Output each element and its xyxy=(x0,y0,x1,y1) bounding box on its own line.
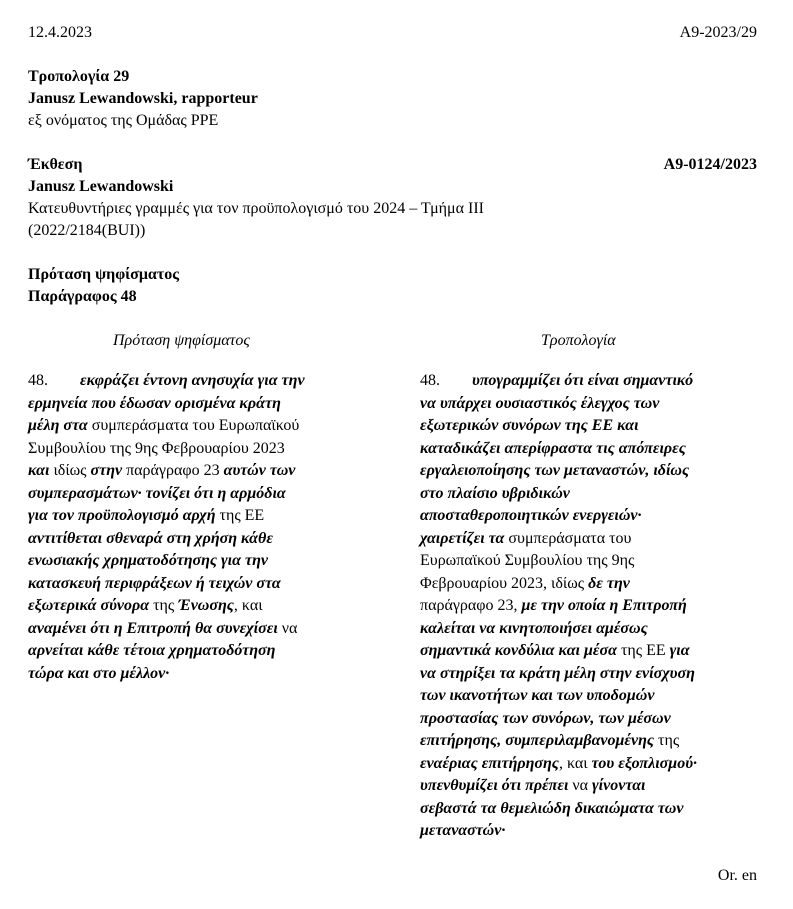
amended-text-segment: με την οποία η Επιτροπή xyxy=(521,597,687,614)
amended-text-segment: για xyxy=(669,642,690,659)
text-line xyxy=(420,438,697,461)
amendment-group: εξ ονόματος της Ομάδας PPE xyxy=(28,112,219,129)
text-line xyxy=(420,775,697,798)
report-subject: Κατευθυντήριες γραμμές για τον προϋπολογισμό του 2024 – Τμήμα ΙΙΙ xyxy=(28,200,484,217)
text-line xyxy=(420,798,697,821)
paragraph-number: 48. xyxy=(420,372,440,389)
text-line xyxy=(28,618,305,641)
report-author: Janusz Lewandowski xyxy=(28,178,174,195)
text-segment: Φεβρουαρίου 2023, ιδίως xyxy=(420,574,589,592)
amended-text-segment: καλείται να κινητοποιήσει αμέσως xyxy=(420,619,648,637)
amended-text-segment: στο πλαίσιο υβριδικών xyxy=(420,484,570,502)
text-segment: να xyxy=(568,777,593,794)
text-line xyxy=(420,528,697,551)
text-segment: της xyxy=(654,732,680,749)
amended-text-column xyxy=(420,370,697,843)
amendment-author: Janusz Lewandowski, rapporteur xyxy=(28,90,258,107)
original-text-column xyxy=(28,370,305,685)
amended-text-segment: να υπάρχει ουσιαστικός έλεγχος των xyxy=(420,394,660,412)
amended-text-segment: αυτών των xyxy=(223,462,296,479)
amended-text-segment: επιτήρησης, συμπεριλαμβανομένης xyxy=(420,732,655,749)
text-line xyxy=(420,820,697,843)
text-line xyxy=(420,505,697,528)
report-procedure: (2022/2184(BUI)) xyxy=(28,222,146,239)
text-segment: Συμβουλίου της 9ης Φεβρουαρίου 2023 xyxy=(28,439,285,457)
amended-text-segment: κατασκευή περιφράξεων ή τειχών στα xyxy=(28,574,281,592)
text-line xyxy=(28,460,305,483)
text-line xyxy=(28,528,305,551)
text-line xyxy=(28,438,305,461)
document-reference: A9-2023/29 xyxy=(679,24,757,41)
amended-text-segment: αρνείται κάθε τέτοια χρηματοδότηση xyxy=(28,642,276,659)
document-date: 12.4.2023 xyxy=(28,24,92,41)
text-line xyxy=(28,663,305,686)
right-column-heading: Τροπολογία xyxy=(541,332,616,349)
amended-text-segment: εξωτερικών συνόρων της ΕΕ και xyxy=(420,417,639,434)
amended-text-segment: μεταναστών· xyxy=(420,822,506,839)
text-line xyxy=(420,573,697,596)
amended-text-segment: εξωτερικά σύνορα xyxy=(28,597,150,614)
report-reference: A9-0124/2023 xyxy=(663,156,757,173)
amended-text-segment: συμπερασμάτων· τονίζει ότι η αρμόδια xyxy=(28,484,286,502)
text-line xyxy=(28,393,305,416)
text-segment: παράγραφο 23, xyxy=(420,597,522,614)
amended-text-segment: τώρα και στο μέλλον· xyxy=(28,664,170,682)
text-line xyxy=(28,415,305,438)
motion-label: Πρόταση ψηφίσματος xyxy=(28,266,179,283)
paragraph-label: Παράγραφος 48 xyxy=(28,288,137,305)
text-segment: ιδίως xyxy=(49,462,91,479)
amended-text-segment: αποσταθεροποιητικών ενεργειών· xyxy=(420,507,642,524)
text-line xyxy=(28,573,305,596)
amended-text-segment: ενωσιακής χρηματοδότησης για την xyxy=(28,552,268,569)
amended-text-segment: σεβαστά τα θεμελιώδη δικαιώματα των xyxy=(420,799,684,817)
text-segment: , και xyxy=(233,597,263,614)
amended-text-segment: ερμηνεία που έδωσαν ορισμένα κράτη xyxy=(28,394,281,412)
amended-text-segment: αναμένει ότι η Επιτροπή θα συνεχίσει xyxy=(28,619,278,637)
text-segment: να xyxy=(277,619,298,637)
text-line xyxy=(420,460,697,483)
text-segment: συμπεράσματα του Ευρωπαϊκού xyxy=(87,417,300,434)
text-line xyxy=(420,708,697,731)
text-line xyxy=(420,595,697,618)
original-language: Or. en xyxy=(717,867,757,884)
amended-text-segment: των ικανοτήτων και των υποδομών xyxy=(420,687,655,704)
paragraph-number: 48. xyxy=(28,372,48,389)
amended-text-segment: και xyxy=(28,462,50,479)
amended-text-segment: εκφράζει έντονη ανησυχία για την xyxy=(80,372,305,389)
text-segment: Ευρωπαϊκού Συμβουλίου της 9ης xyxy=(420,552,635,569)
amendment-title: Τροπολογία 29 xyxy=(28,68,130,85)
amended-text-segment: υπενθυμίζει ότι πρέπει xyxy=(420,777,569,794)
amended-text-segment: για τον προϋπολογισμό αρχή xyxy=(28,507,216,524)
text-line xyxy=(28,370,305,393)
text-line xyxy=(28,595,305,618)
text-line xyxy=(420,415,697,438)
left-column-heading: Πρόταση ψηφίσματος xyxy=(113,332,250,349)
amended-text-segment: δε την xyxy=(588,574,630,592)
text-line xyxy=(420,550,697,573)
amended-text-segment: χαιρετίζει τα xyxy=(420,529,505,547)
text-line xyxy=(420,753,697,776)
amended-text-segment: μέλη στα xyxy=(28,417,88,434)
amended-text-segment: αντιτίθεται σθεναρά στη χρήση κάθε xyxy=(28,529,273,547)
text-line xyxy=(420,663,697,686)
text-segment: της ΕΕ xyxy=(616,642,670,659)
amended-text-segment: καταδικάζει απερίφραστα τις απόπειρες xyxy=(420,439,686,457)
amended-text-segment: υπογραμμίζει ότι είναι σημαντικό xyxy=(472,372,694,389)
amended-text-segment: του εξοπλισμού· xyxy=(591,754,698,772)
text-line xyxy=(420,618,697,641)
text-line xyxy=(28,483,305,506)
text-line xyxy=(28,550,305,573)
text-segment: της ΕΕ xyxy=(215,507,265,524)
report-label: Έκθεση xyxy=(28,156,83,173)
text-segment: παράγραφο 23 xyxy=(122,462,224,479)
amended-text-segment: σημαντικά κονδύλια και μέσα xyxy=(420,642,617,659)
text-line xyxy=(420,640,697,663)
amended-text-segment: εναέριας επιτήρησης xyxy=(420,754,559,772)
amended-text-segment: εργαλειοποίησης των μεταναστών, ιδίως xyxy=(420,462,690,479)
amended-text-segment: να στηρίξει τα κράτη μέλη στην ενίσχυση xyxy=(420,664,695,682)
text-line xyxy=(420,393,697,416)
amended-text-segment: Ένωσης xyxy=(178,597,234,614)
amended-text-segment: προστασίας των συνόρων, των μέσων xyxy=(420,709,671,727)
text-line xyxy=(28,505,305,528)
text-segment: της xyxy=(149,597,179,614)
text-line xyxy=(420,370,697,393)
amended-text-segment: στην xyxy=(90,462,123,479)
amended-text-segment: γίνονται xyxy=(592,777,646,794)
text-line xyxy=(420,483,697,506)
text-segment: , και xyxy=(558,754,592,772)
text-line xyxy=(420,730,697,753)
text-line xyxy=(420,685,697,708)
text-segment: συμπεράσματα του xyxy=(504,529,632,547)
text-line xyxy=(28,640,305,663)
